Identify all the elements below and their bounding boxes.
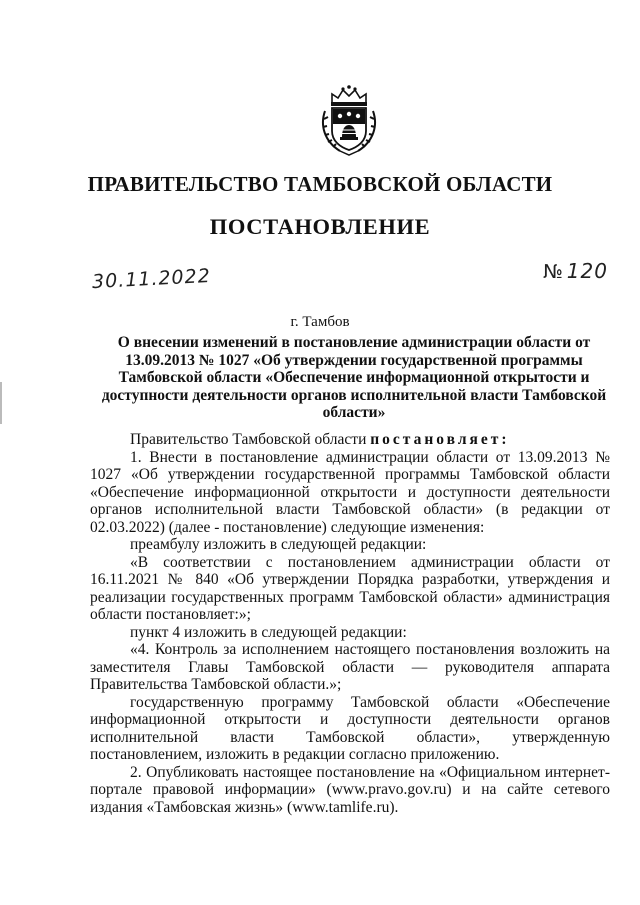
city: г. Тамбов xyxy=(290,314,350,330)
scan-edge-mark xyxy=(0,382,2,424)
document-body xyxy=(90,431,610,816)
number-prefix: № xyxy=(543,261,564,283)
paragraph-4: пункт 4 изложить в следующей редакции: xyxy=(130,623,407,641)
intro-paragraph xyxy=(90,431,610,449)
handwritten-date: 30.11.2022 xyxy=(91,264,212,294)
paragraph-5: «4. Контроль за исполнением настоящего постановления возложить на заместителя Главы Тамбовской области — руководителя аппарата Правительства Тамбовской области.»; xyxy=(90,641,610,693)
document-type: ПОСТАНОВЛЕНИЕ xyxy=(209,214,431,239)
intro-resolve: постановляет: xyxy=(370,431,510,448)
handwritten-number: 120 xyxy=(566,259,608,283)
government-name: ПРАВИТЕЛЬСТВО ТАМБОВСКОЙ ОБЛАСТИ xyxy=(87,172,553,196)
paragraph-2: преамбулу изложить в следующей редакции: xyxy=(130,536,427,553)
document-number xyxy=(543,259,608,283)
tambov-coat-of-arms-icon xyxy=(318,83,380,157)
paragraph-7: 2. Опубликовать настоящее постановление на «Официальном интернет-портале правовой информации» (www.pravo.gov.ru) и на сайте сетевого издания «Тамбовская жизнь» (www.tamlife.ru). xyxy=(90,763,610,816)
paragraph-1: 1. Внести в постановление администрации области от 13.09.2013 № 1027 «Об утверждении государственной программы Тамбовской области «Обеспечение информационной открытости и доступности деятельности органов исполнительной власти Тамбовской области» (в редакции от 02.03.2022) (далее - постановление) следующие изменения: xyxy=(90,448,610,536)
document-title: О внесении изменений в постановление администрации области от 13.09.2013 № 1027 «Об утверждении государственной программы Тамбовской области «Обеспечение информационной открытости и доступности деятельности органов исполнительной власти Тамбовской области» xyxy=(101,334,607,421)
paragraph-3: «В соответствии с постановлением администрации области от 16.11.2021 № 840 «Об утверждении Порядка разработки, утверждения и реализации государственных программ Тамбовской области» администрация области постановляет:»; xyxy=(90,553,610,623)
paragraph-6: государственную программу Тамбовской области «Обеспечение информационной открытости и доступности деятельности органов исполнительной власти Тамбовской области», утвержденную постановлением, изложить в редакции согласно приложению. xyxy=(90,693,610,763)
intro-text: Правительство Тамбовской области xyxy=(130,431,367,448)
